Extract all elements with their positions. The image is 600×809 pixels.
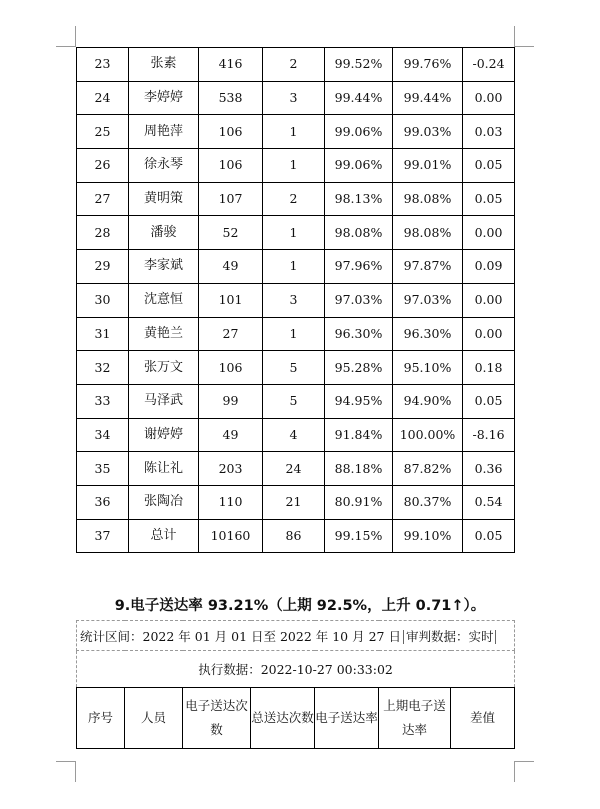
diff-cell: 0.54 xyxy=(463,485,515,519)
table-row xyxy=(77,283,515,317)
prev-rate-cell: 99.01% xyxy=(393,149,463,183)
rate-cell: 99.44% xyxy=(325,81,393,115)
judge-data-text: 审判数据：实时 xyxy=(405,628,494,644)
rank-cell: 35 xyxy=(77,452,129,486)
rank-cell: 28 xyxy=(77,216,129,250)
rate-cell: 96.30% xyxy=(325,317,393,351)
name-cell: 总计 xyxy=(129,519,199,553)
prev-rate-cell: 99.10% xyxy=(393,519,463,553)
separator xyxy=(403,630,404,644)
name-cell: 沈意恒 xyxy=(129,283,199,317)
crop-mark-top-left-h xyxy=(56,46,76,47)
pending-cell: 4 xyxy=(263,418,325,452)
table-row xyxy=(77,384,515,418)
diff-cell: -8.16 xyxy=(463,418,515,452)
pending-cell: 1 xyxy=(263,317,325,351)
exec-row xyxy=(77,651,515,688)
header-total: 总送达次数 xyxy=(251,688,315,749)
prev-rate-cell: 87.82% xyxy=(393,452,463,486)
name-cell: 陈让礼 xyxy=(129,452,199,486)
table-row xyxy=(77,519,515,553)
crop-mark-bottom-right-v xyxy=(514,762,515,782)
count-cell: 99 xyxy=(199,384,263,418)
rate-cell: 99.52% xyxy=(325,48,393,82)
name-cell: 黄艳兰 xyxy=(129,317,199,351)
prev-rate-cell: 98.08% xyxy=(393,182,463,216)
rank-cell: 25 xyxy=(77,115,129,149)
pending-cell: 3 xyxy=(263,283,325,317)
count-cell: 106 xyxy=(199,149,263,183)
rate-cell: 98.13% xyxy=(325,182,393,216)
prev-rate-cell: 100.00% xyxy=(393,418,463,452)
rate-cell: 80.91% xyxy=(325,485,393,519)
count-cell: 107 xyxy=(199,182,263,216)
separator xyxy=(495,630,496,644)
diff-cell: 0.05 xyxy=(463,519,515,553)
table-row xyxy=(77,351,515,385)
rank-cell: 33 xyxy=(77,384,129,418)
count-cell: 49 xyxy=(199,250,263,284)
rank-cell: 31 xyxy=(77,317,129,351)
table-row xyxy=(77,48,515,82)
rank-cell: 32 xyxy=(77,351,129,385)
pending-cell: 1 xyxy=(263,250,325,284)
diff-cell: 0.05 xyxy=(463,384,515,418)
crop-mark-bottom-right-h xyxy=(514,761,534,762)
crop-mark-top-right-h xyxy=(514,46,534,47)
table-row xyxy=(77,115,515,149)
pending-cell: 2 xyxy=(263,182,325,216)
pending-cell: 24 xyxy=(263,452,325,486)
diff-cell: 0.18 xyxy=(463,351,515,385)
crop-mark-bottom-left-v xyxy=(75,762,76,782)
period-row xyxy=(77,621,515,651)
header-no: 序号 xyxy=(77,688,125,749)
rank-cell: 36 xyxy=(77,485,129,519)
table-row xyxy=(77,452,515,486)
table-row xyxy=(77,317,515,351)
diff-cell: 0.00 xyxy=(463,317,515,351)
header-diff: 差值 xyxy=(451,688,515,749)
diff-cell: 0.05 xyxy=(463,182,515,216)
name-cell: 周艳萍 xyxy=(129,115,199,149)
prev-rate-cell: 80.37% xyxy=(393,485,463,519)
rank-cell: 26 xyxy=(77,149,129,183)
rate-cell: 88.18% xyxy=(325,452,393,486)
prev-rate-cell: 95.10% xyxy=(393,351,463,385)
pending-cell: 3 xyxy=(263,81,325,115)
crop-mark-top-left-v xyxy=(75,26,76,46)
name-cell: 黄明策 xyxy=(129,182,199,216)
delivery-table xyxy=(76,620,515,749)
period-cell xyxy=(77,621,515,651)
section-heading: 9.电子送达率 93.21%（上期 92.5%，上升 0.71↑）。 xyxy=(114,598,486,614)
prev-rate-cell: 97.87% xyxy=(393,250,463,284)
name-cell: 张万文 xyxy=(129,351,199,385)
rank-cell: 27 xyxy=(77,182,129,216)
name-cell: 李婷婷 xyxy=(129,81,199,115)
table-row xyxy=(77,418,515,452)
rate-cell: 99.06% xyxy=(325,149,393,183)
name-cell: 徐永琴 xyxy=(129,149,199,183)
count-cell: 106 xyxy=(199,351,263,385)
table-row xyxy=(77,485,515,519)
ranking-table-body xyxy=(77,48,515,553)
count-cell: 27 xyxy=(199,317,263,351)
count-cell: 101 xyxy=(199,283,263,317)
prev-rate-cell: 99.03% xyxy=(393,115,463,149)
pending-cell: 1 xyxy=(263,216,325,250)
prev-rate-cell: 94.90% xyxy=(393,384,463,418)
name-cell: 潘骏 xyxy=(129,216,199,250)
diff-cell: 0.05 xyxy=(463,149,515,183)
count-cell: 538 xyxy=(199,81,263,115)
count-cell: 52 xyxy=(199,216,263,250)
header-row xyxy=(77,688,515,749)
diff-cell: 0.00 xyxy=(463,81,515,115)
prev-rate-cell: 99.44% xyxy=(393,81,463,115)
rate-cell: 94.95% xyxy=(325,384,393,418)
count-cell: 203 xyxy=(199,452,263,486)
rate-cell: 98.08% xyxy=(325,216,393,250)
pending-cell: 5 xyxy=(263,351,325,385)
pending-cell: 5 xyxy=(263,384,325,418)
pending-cell: 2 xyxy=(263,48,325,82)
prev-rate-cell: 97.03% xyxy=(393,283,463,317)
name-cell: 李家斌 xyxy=(129,250,199,284)
name-cell: 马泽武 xyxy=(129,384,199,418)
count-cell: 10160 xyxy=(199,519,263,553)
diff-cell: 0.09 xyxy=(463,250,515,284)
table-row xyxy=(77,149,515,183)
rank-cell: 30 xyxy=(77,283,129,317)
pending-cell: 1 xyxy=(263,149,325,183)
header-rate: 电子送达率 xyxy=(315,688,379,749)
header-count: 电子送达次数 xyxy=(183,688,251,749)
header-prev-rate: 上期电子送达率 xyxy=(379,688,451,749)
table-row xyxy=(77,182,515,216)
rate-cell: 97.96% xyxy=(325,250,393,284)
name-cell: 谢婷婷 xyxy=(129,418,199,452)
table-row xyxy=(77,216,515,250)
rate-cell: 95.28% xyxy=(325,351,393,385)
count-cell: 49 xyxy=(199,418,263,452)
rank-cell: 37 xyxy=(77,519,129,553)
rate-cell: 99.15% xyxy=(325,519,393,553)
diff-cell: 0.36 xyxy=(463,452,515,486)
rank-cell: 23 xyxy=(77,48,129,82)
rate-cell: 97.03% xyxy=(325,283,393,317)
name-cell: 张素 xyxy=(129,48,199,82)
ranking-table xyxy=(76,47,515,553)
rank-cell: 34 xyxy=(77,418,129,452)
rank-cell: 29 xyxy=(77,250,129,284)
prev-rate-cell: 99.76% xyxy=(393,48,463,82)
period-text: 统计区间：2022 年 01 月 01 日至 2022 年 10 月 27 日 xyxy=(80,628,401,644)
diff-cell: 0.03 xyxy=(463,115,515,149)
crop-mark-top-right-v xyxy=(514,26,515,46)
count-cell: 110 xyxy=(199,485,263,519)
diff-cell: 0.00 xyxy=(463,216,515,250)
table-row xyxy=(77,81,515,115)
table-row xyxy=(77,250,515,284)
prev-rate-cell: 98.08% xyxy=(393,216,463,250)
exec-data-cell: 执行数据：2022-10-27 00:33:02 xyxy=(77,651,515,688)
pending-cell: 1 xyxy=(263,115,325,149)
rank-cell: 24 xyxy=(77,81,129,115)
diff-cell: 0.00 xyxy=(463,283,515,317)
rate-cell: 91.84% xyxy=(325,418,393,452)
name-cell: 张陶冶 xyxy=(129,485,199,519)
pending-cell: 21 xyxy=(263,485,325,519)
count-cell: 416 xyxy=(199,48,263,82)
prev-rate-cell: 96.30% xyxy=(393,317,463,351)
diff-cell: -0.24 xyxy=(463,48,515,82)
rate-cell: 99.06% xyxy=(325,115,393,149)
header-person: 人员 xyxy=(125,688,183,749)
count-cell: 106 xyxy=(199,115,263,149)
pending-cell: 86 xyxy=(263,519,325,553)
crop-mark-bottom-left-h xyxy=(56,761,76,762)
